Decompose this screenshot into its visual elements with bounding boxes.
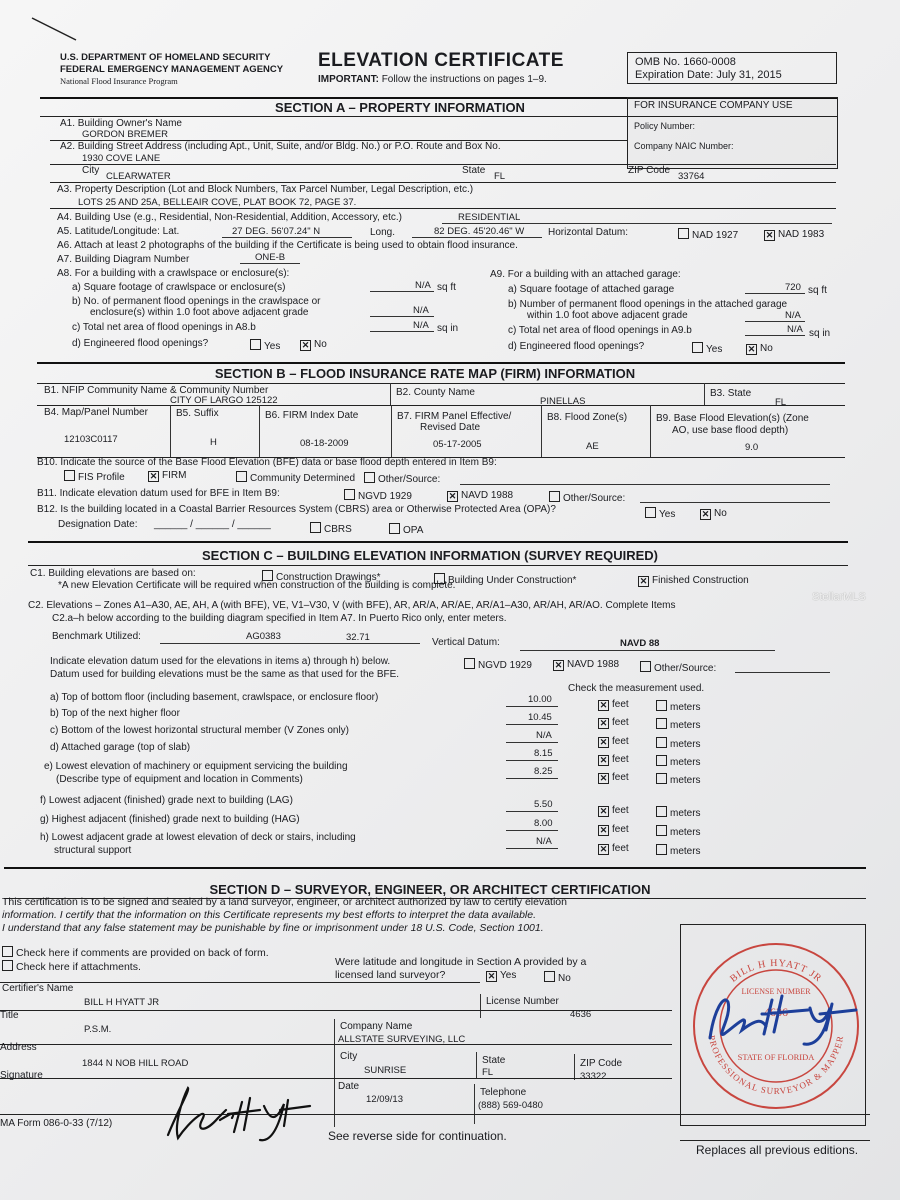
c2a-label: a) Top of bottom floor (including basement, crawlspace, or enclosure floor) <box>50 692 379 703</box>
benchmark-elevation: 32.71 <box>346 632 370 643</box>
certifier-name-value: BILL H HYATT JR <box>84 997 160 1008</box>
c2e-label-2: (Describe type of equipment and location in Comments) <box>56 774 303 785</box>
section-b-title: SECTION B – FLOOD INSURANCE RATE MAP (FIRM) INFORMATION <box>214 366 636 381</box>
a9c-value: N/A <box>787 324 803 335</box>
b9-label-2: AO, use base flood depth) <box>672 425 789 436</box>
surveyor-seal <box>688 930 860 1120</box>
c2f-feet[interactable]: ✕ feet <box>599 805 629 816</box>
page-title: ELEVATION CERTIFICATE <box>318 50 564 71</box>
d-zip-value: 33322 <box>580 1071 607 1082</box>
fis-profile-option[interactable]: FIS Profile <box>64 470 125 483</box>
c2b-meters-checkbox[interactable] <box>656 718 667 729</box>
a4-value: RESIDENTIAL <box>458 212 521 223</box>
a5-lat: 27 DEG. 56'07.24" N <box>232 226 321 237</box>
b1-label: B1. NFIP Community Name & Community Number <box>44 385 269 396</box>
a9-label: A9. For a building with an attached garage: <box>490 269 681 280</box>
b11-ngvd-checkbox[interactable] <box>344 489 355 500</box>
c-navd-checkbox[interactable]: ✕ <box>554 660 563 670</box>
a9d-yes[interactable]: Yes <box>692 342 722 355</box>
b5-value: H <box>210 437 217 448</box>
zip-value: 33764 <box>678 171 705 182</box>
pen-mark-icon <box>30 14 80 44</box>
c-ngvd-checkbox[interactable] <box>464 658 475 669</box>
c2a-meters-checkbox[interactable] <box>656 700 667 711</box>
a8c-value: N/A <box>413 320 429 331</box>
omb-number: OMB No. 1660-0008 <box>635 56 736 68</box>
a8b-label-2: enclosure(s) within 1.0 foot above adjacent grade <box>90 307 309 318</box>
nad1983-option[interactable]: ✕ NAD 1983 <box>765 229 825 240</box>
section-d-title: SECTION D – SURVEYOR, ENGINEER, OR ARCHITECT CERTIFICATION <box>209 882 651 897</box>
b3-value: FL <box>775 397 787 408</box>
c2e-meters[interactable]: meters <box>656 773 701 786</box>
a8-label: A8. For a building with a crawlspace or enclosure(s): <box>57 268 290 279</box>
c2c-value: N/A <box>536 730 552 741</box>
c2c-meters-checkbox[interactable] <box>656 737 667 748</box>
a8a-label: a) Square footage of crawlspace or enclosure(s) <box>72 282 286 293</box>
a9b-label-2: within 1.0 foot above adjacent grade <box>527 310 688 321</box>
b7-value: 05-17-2005 <box>433 439 482 450</box>
a9c-label: c) Total net area of flood openings in A9.b <box>508 325 692 336</box>
insurance-use-label: FOR INSURANCE COMPANY USE <box>634 100 793 111</box>
a9b-label-1: b) Number of permanent flood openings in the attached garage <box>508 299 788 310</box>
cbrs-option[interactable]: CBRS <box>310 522 352 535</box>
a8c-label: c) Total net area of flood openings in A8.b <box>72 322 256 333</box>
d-city-label: City <box>340 1051 358 1062</box>
a7-value: ONE-B <box>255 252 286 263</box>
city-label: City <box>82 165 100 176</box>
a8d-yes-checkbox[interactable] <box>250 339 261 350</box>
address-value: 1844 N NOB HILL ROAD <box>82 1058 189 1069</box>
c2d-meters-checkbox[interactable] <box>656 755 667 766</box>
vertical-datum-label: Vertical Datum: <box>432 637 500 648</box>
nad1927-checkbox[interactable] <box>678 228 689 239</box>
b10-label: B10. Indicate the source of the Base Flood Elevation (BFE) data or base flood depth entered in Item B9: <box>37 457 497 468</box>
seal-bottom-text: PROFESSIONAL SURVEYOR & MAPPER <box>706 1034 846 1097</box>
c2b-feet-checkbox[interactable]: ✕ <box>599 718 608 728</box>
b6-value: 08-18-2009 <box>300 438 349 449</box>
a8a-value: N/A <box>415 280 431 291</box>
c-other-checkbox[interactable] <box>640 661 651 672</box>
a8d-no[interactable]: ✕ No <box>301 339 327 350</box>
c2d-feet[interactable]: ✕ feet <box>599 754 629 765</box>
c2h-feet-checkbox[interactable]: ✕ <box>599 844 608 854</box>
c2a-feet-checkbox[interactable]: ✕ <box>599 700 608 710</box>
date-label: Date <box>338 1081 360 1092</box>
a9a-label: a) Square footage of attached garage <box>508 284 675 295</box>
license-number-label: License Number <box>486 996 559 1007</box>
designation-date-field[interactable]: ______ / ______ / ______ <box>154 519 271 530</box>
b9-value: 9.0 <box>745 442 759 453</box>
state-value: FL <box>494 171 506 182</box>
c2g-label: g) Highest adjacent (finished) grade next to building (HAG) <box>40 814 300 825</box>
seal-number-text: 4636 <box>764 1005 788 1019</box>
opa-option[interactable]: OPA <box>389 523 423 536</box>
a9c-unit: sq in <box>809 328 831 339</box>
c-navd-option[interactable]: ✕ NAVD 1988 <box>554 659 620 670</box>
c2c-meters[interactable]: meters <box>656 737 701 750</box>
c2e-meters-checkbox[interactable] <box>656 773 667 784</box>
c1-label: C1. Building elevations are based on: <box>30 568 196 579</box>
certifier-name-label: Certifier's Name <box>2 983 74 994</box>
a8a-unit: sq ft <box>437 282 456 293</box>
b11-navd-checkbox[interactable]: ✕ <box>448 491 457 501</box>
c2g-meters[interactable]: meters <box>656 825 701 838</box>
check-measurement-label: Check the measurement used. <box>568 683 705 694</box>
nad1927-option[interactable]: NAD 1927 <box>678 228 738 241</box>
firm-checkbox[interactable]: ✕ <box>149 471 158 481</box>
opa-checkbox[interactable] <box>389 523 400 534</box>
b3-label: B3. State <box>710 388 752 399</box>
a7-label: A7. Building Diagram Number <box>57 254 190 265</box>
comments-checkbox[interactable] <box>2 946 13 957</box>
latlong-no[interactable]: No <box>544 971 571 984</box>
designation-date-label: Designation Date: <box>58 519 138 530</box>
c2e-feet[interactable]: ✕ feet <box>599 772 629 783</box>
state-label: State <box>462 165 486 176</box>
b10-other-option[interactable]: Other/Source: <box>364 472 440 485</box>
c2d-label: d) Attached garage (top of slab) <box>50 742 191 753</box>
b5-label: B5. Suffix <box>176 408 219 419</box>
agency-line-1: U.S. DEPARTMENT OF HOMELAND SECURITY <box>60 52 271 63</box>
c2h-meters[interactable]: meters <box>656 844 701 857</box>
benchmark-value: AG0383 <box>246 631 281 642</box>
c2b-label: b) Top of the next higher floor <box>50 708 180 719</box>
certification-text-1: This certification is to be signed and sealed by a land surveyor, engineer, or architect authorized by law to certify elevation <box>2 896 567 908</box>
a5-label: A5. Latitude/Longitude: Lat. <box>57 226 180 237</box>
indicate-datum-text: Indicate elevation datum used for the elevations in items a) through h) below. <box>50 656 391 667</box>
b2-value: PINELLAS <box>540 396 586 407</box>
finished-construction-checkbox[interactable]: ✕ <box>639 576 648 586</box>
c2h-value: N/A <box>536 836 552 847</box>
c2h-label-1: h) Lowest adjacent grade at lowest elevation of deck or stairs, including <box>40 832 356 843</box>
b1-value: CITY OF LARGO 125122 <box>170 395 278 406</box>
a9d-no[interactable]: ✕ No <box>747 343 773 354</box>
attachments-check[interactable]: Check here if attachments. <box>2 960 141 973</box>
c2c-label: c) Bottom of the lowest horizontal structural member (V Zones only) <box>50 725 350 736</box>
c2f-feet-checkbox[interactable]: ✕ <box>599 806 608 816</box>
c2d-feet-checkbox[interactable]: ✕ <box>599 755 608 765</box>
b8-value: AE <box>586 441 599 452</box>
b12-yes-checkbox[interactable] <box>645 507 656 518</box>
a8d-no-checkbox[interactable]: ✕ <box>301 340 310 350</box>
c2d-value: 8.15 <box>534 748 553 759</box>
c2a-meters[interactable]: meters <box>656 700 701 713</box>
b7-label-2: Revised Date <box>420 422 481 433</box>
c2b-meters[interactable]: meters <box>656 718 701 731</box>
signature-icon <box>160 1080 330 1150</box>
a2-value: 1930 COVE LANE <box>82 153 161 164</box>
a9a-unit: sq ft <box>808 285 827 296</box>
c2d-meters[interactable]: meters <box>656 755 701 768</box>
c1-note: *A new Elevation Certificate will be required when construction of the building is complete. <box>58 580 456 591</box>
firm-option[interactable]: ✕ FIRM <box>149 470 187 481</box>
certification-text-3: I understand that any false statement may be punishable by fine or imprisonment under 18 U.S. Code, Section 1001. <box>2 922 544 934</box>
b12-no[interactable]: ✕ No <box>701 508 727 519</box>
cbrs-checkbox[interactable] <box>310 522 321 533</box>
section-a-title: SECTION A – PROPERTY INFORMATION <box>275 100 525 115</box>
c2e-value: 8.25 <box>534 766 553 777</box>
policy-number-label: Policy Number: <box>634 121 696 131</box>
agency-line-2: FEDERAL EMERGENCY MANAGEMENT AGENCY <box>60 64 284 75</box>
telephone-value: (888) 569-0480 <box>478 1100 543 1111</box>
community-determined-option[interactable]: Community Determined <box>236 471 355 484</box>
c2-line-2: C2.a–h below according to the building diagram specified in Item A7. In Puerto Rico only, enter meters. <box>52 613 507 624</box>
svg-text:PROFESSIONAL SURVEYOR & MAPPER <box>707 1034 846 1096</box>
b11-label: B11. Indicate elevation datum used for BFE in Item B9: <box>37 488 280 499</box>
c2h-meters-checkbox[interactable] <box>656 844 667 855</box>
a9d-yes-checkbox[interactable] <box>692 342 703 353</box>
a8b-label-1: b) No. of permanent flood openings in the crawlspace or <box>72 296 321 307</box>
c2g-feet[interactable]: ✕ feet <box>599 824 629 835</box>
telephone-label: Telephone <box>480 1087 527 1098</box>
a8d-yes[interactable]: Yes <box>250 339 280 352</box>
c2f-label: f) Lowest adjacent (finished) grade next to building (LAG) <box>40 795 293 806</box>
c-ngvd-option[interactable]: NGVD 1929 <box>464 658 532 671</box>
c2f-value: 5.50 <box>534 799 553 810</box>
under-construction-option[interactable]: Building Under Construction* <box>434 573 576 586</box>
nad1983-checkbox[interactable]: ✕ <box>765 230 774 240</box>
form-number: MA Form 086-0-33 (7/12) <box>0 1118 113 1129</box>
comments-check[interactable]: Check here if comments are provided on back of form. <box>2 946 269 959</box>
vertical-datum-value: NAVD 88 <box>620 638 660 649</box>
construction-drawings-option[interactable]: Construction Drawings* <box>262 570 381 583</box>
seal-license-text: LICENSE NUMBER <box>741 987 811 996</box>
a8c-unit: sq in <box>437 323 459 334</box>
seal-signature-icon <box>710 996 856 1044</box>
title-label: Title <box>0 1010 19 1021</box>
b11-other-checkbox[interactable] <box>549 491 560 502</box>
naic-number-label: Company NAIC Number: <box>634 141 734 151</box>
seal-top-text: BILL H HYATT JR <box>728 957 824 985</box>
section-c-title: SECTION C – BUILDING ELEVATION INFORMATION (SURVEY REQUIRED) <box>202 548 658 563</box>
latlong-yes[interactable]: ✕ Yes <box>487 970 517 981</box>
finished-construction-option[interactable]: ✕ Finished Construction <box>639 575 749 586</box>
fis-profile-checkbox[interactable] <box>64 470 75 481</box>
c2b-feet[interactable]: ✕ feet <box>599 717 629 728</box>
b12-yes[interactable]: Yes <box>645 507 675 520</box>
c2a-feet[interactable]: ✕ feet <box>599 699 629 710</box>
a2-label: A2. Building Street Address (including Apt., Unit, Suite, and/or Bldg. No.) or P.O. Route and Box No. <box>60 141 501 152</box>
watermark: StellarMLS <box>812 591 866 603</box>
b10-other-checkbox[interactable] <box>364 472 375 483</box>
c2b-value: 10.45 <box>528 712 552 723</box>
c2e-feet-checkbox[interactable]: ✕ <box>599 773 608 783</box>
a1-value: GORDON BREMER <box>82 129 169 140</box>
important-note: IMPORTANT: Follow the instructions on pages 1–9. <box>318 74 547 85</box>
d-state-label: State <box>482 1055 506 1066</box>
a1-label: A1. Building Owner's Name <box>60 118 182 129</box>
b4-value: 12103C0117 <box>64 434 118 445</box>
address-label: Address <box>0 1042 37 1053</box>
c2-line-1: C2. Elevations – Zones A1–A30, AE, AH, A (with BFE), VE, V1–V30, V (with BFE), AR, AR/A, AR/AE, AR/A1–A30, AR/AH, AR/AO. Complete Items <box>28 600 676 611</box>
b4-label: B4. Map/Panel Number <box>44 407 148 418</box>
b6-label: B6. FIRM Index Date <box>265 410 359 421</box>
c2c-feet[interactable]: ✕ feet <box>599 736 629 747</box>
a5-long: 82 DEG. 45'20.46" W <box>434 226 525 237</box>
latlong-yes-checkbox[interactable]: ✕ <box>487 971 496 981</box>
c2c-feet-checkbox[interactable]: ✕ <box>599 737 608 747</box>
expiration-date: Expiration Date: July 31, 2015 <box>635 69 782 81</box>
c2f-meters[interactable]: meters <box>656 806 701 819</box>
a3-label: A3. Property Description (Lot and Block Numbers, Tax Parcel Number, Legal Description, etc.) <box>57 184 474 195</box>
b7-label-1: B7. FIRM Panel Effective/ <box>397 411 512 422</box>
c2h-label-2: structural support <box>54 845 132 856</box>
license-number-value: 4636 <box>570 1009 592 1020</box>
attachments-checkbox[interactable] <box>2 960 13 971</box>
a9a-value: 720 <box>785 282 801 293</box>
b2-label: B2. County Name <box>396 387 475 398</box>
c2g-value: 8.00 <box>534 818 553 829</box>
c2g-feet-checkbox[interactable]: ✕ <box>599 825 608 835</box>
agency-line-3: National Flood Insurance Program <box>60 76 178 86</box>
b11-ngvd-option[interactable]: NGVD 1929 <box>344 489 412 502</box>
community-determined-checkbox[interactable] <box>236 471 247 482</box>
a9d-no-checkbox[interactable]: ✕ <box>747 344 756 354</box>
see-reverse-text: See reverse side for continuation. <box>328 1129 507 1143</box>
a3-value: LOTS 25 AND 25A, BELLEAIR COVE, PLAT BOOK 72, PAGE 37. <box>78 197 357 208</box>
benchmark-label: Benchmark Utilized: <box>52 631 141 642</box>
seal-state-text: STATE OF FLORIDA <box>737 1052 815 1062</box>
company-name-value: ALLSTATE SURVEYING, LLC <box>338 1034 466 1045</box>
city-value: CLEARWATER <box>106 171 171 182</box>
latlong-question-2: licensed land surveyor? <box>335 969 446 981</box>
date-value: 12/09/13 <box>366 1094 403 1105</box>
company-name-label: Company Name <box>340 1021 413 1032</box>
datum-same-text: Datum used for building elevations must be the same as that used for the BFE. <box>50 669 400 680</box>
title-value: P.S.M. <box>84 1024 112 1035</box>
latlong-question-1: Were latitude and longitude in Section A provided by a <box>335 956 587 968</box>
c2h-feet[interactable]: ✕ feet <box>599 843 629 854</box>
a4-label: A4. Building Use (e.g., Residential, Non-Residential, Addition, Accessory, etc.) <box>57 212 402 223</box>
latlong-no-checkbox[interactable] <box>544 971 555 982</box>
d-city-value: SUNRISE <box>364 1065 407 1076</box>
b11-other-option[interactable]: Other/Source: <box>549 491 625 504</box>
b12-no-checkbox[interactable]: ✕ <box>701 509 710 519</box>
c2a-value: 10.00 <box>528 694 552 705</box>
replaces-text: Replaces all previous editions. <box>696 1143 859 1157</box>
c2g-meters-checkbox[interactable] <box>656 825 667 836</box>
signature-label: Signature <box>0 1070 43 1081</box>
b8-label: B8. Flood Zone(s) <box>547 412 628 423</box>
d-zip-label: ZIP Code <box>580 1058 623 1069</box>
b12-label: B12. Is the building located in a Coastal Barrier Resources System (CBRS) area or Otherwise Protected Area (OPA)? <box>37 504 556 515</box>
a9d-label: d) Engineered flood openings? <box>508 341 645 352</box>
a8b-value: N/A <box>413 305 429 316</box>
a5-long-label: Long. <box>370 227 396 238</box>
a6-label: A6. Attach at least 2 photographs of the building if the Certificate is being used to obtain flood insurance. <box>57 240 518 251</box>
zip-label: ZIP Code <box>628 165 671 176</box>
c2f-meters-checkbox[interactable] <box>656 806 667 817</box>
certification-text-2: information. I certify that the information on this Certificate represents my best efforts to interpret the data available. <box>2 909 537 921</box>
c2e-label-1: e) Lowest elevation of machinery or equipment servicing the building <box>44 761 348 772</box>
b9-label-1: B9. Base Flood Elevation(s) (Zone <box>656 413 809 424</box>
a9b-value: N/A <box>785 310 801 321</box>
horizontal-datum-label: Horizontal Datum: <box>548 227 629 238</box>
b11-navd-option[interactable]: ✕ NAVD 1988 <box>448 490 514 501</box>
c-other-option[interactable]: Other/Source: <box>640 661 716 674</box>
a8d-label: d) Engineered flood openings? <box>72 338 209 349</box>
d-state-value: FL <box>482 1067 494 1078</box>
